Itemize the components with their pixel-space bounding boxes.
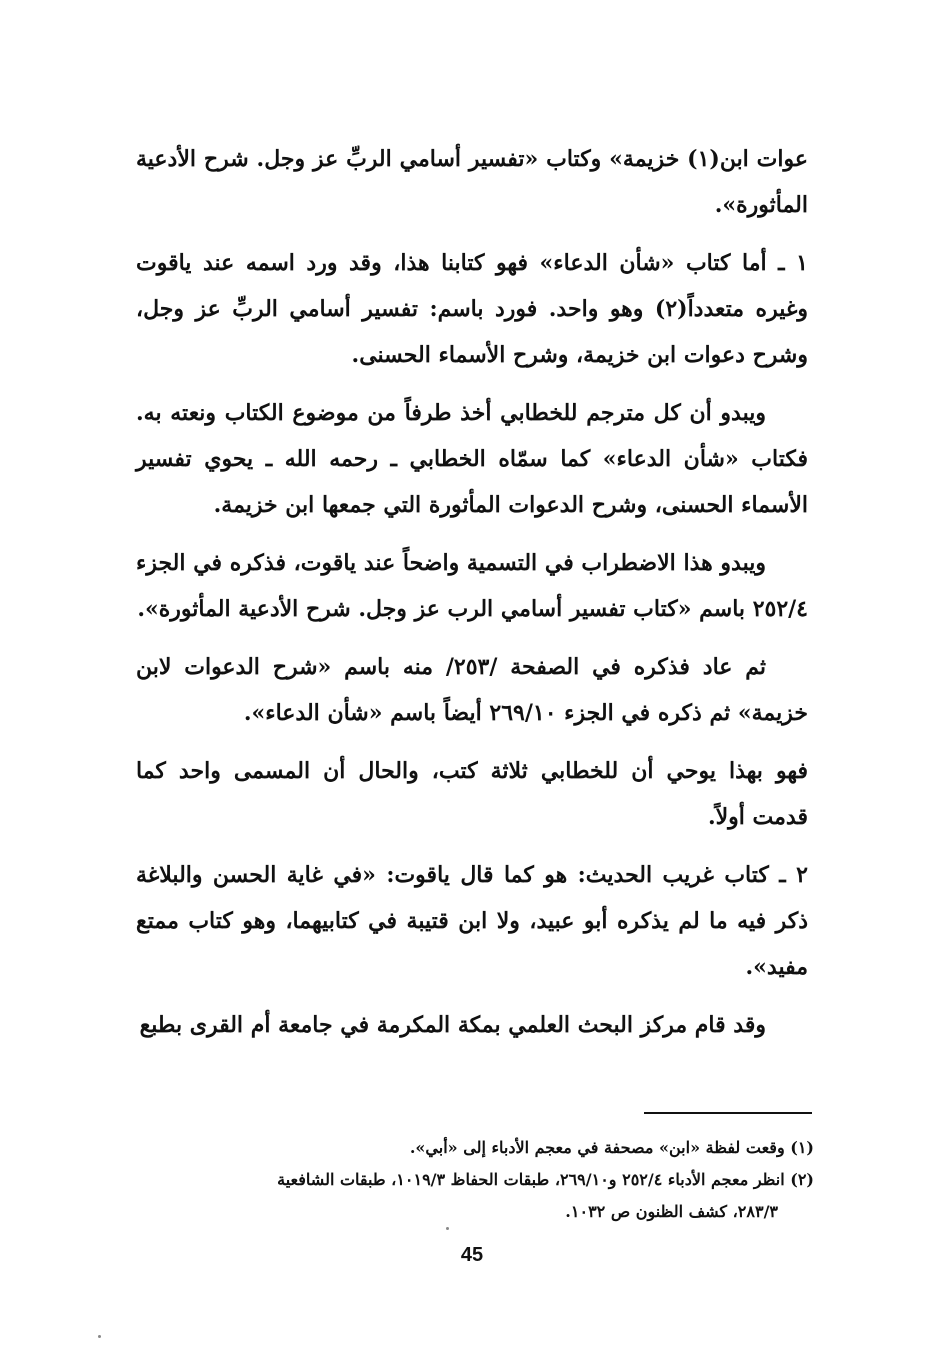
- footnote-2: (٢) انظر معجم الأدباء ٢٥٢/٤ و٢٦٩/١٠، طبقات الحفاظ ١٠١٩/٣، طبقات الشافعية: [277, 1170, 814, 1189]
- paragraph-continuation: عوات ابن(١) خزيمة» وكتاب «تفسير أسامي الربِّ عز وجل. شرح الأدعية المأثورة».: [136, 146, 808, 218]
- paragraph: ثم عاد فذكره في الصفحة /٢٥٣/ منه باسم «شرح الدعوات لابن خزيمة» ثم ذكره في الجزء ٢٦٩/١٠ أيضاً باسم «شأن الدعاء».: [136, 654, 808, 726]
- paragraph: ويبدو هذا الاضطراب في التسمية واضحاً عند ياقوت، فذكره في الجزء ٢٥٢/٤ باسم «كتاب تفسير أسامي الرب عز وجل. شرح الأدعية المأثورة».: [136, 550, 808, 622]
- scan-speck: [98, 1335, 101, 1338]
- paragraph-item-2: ٢ ـ كتاب غريب الحديث: هو كما قال ياقوت: «في غاية الحسن والبلاغة ذكر فيه ما لم يذكره أبو عبيد، ولا ابن قتيبة في كتابيهما، وهو كتاب ممتع مفيد».: [136, 862, 808, 980]
- scan-speck: [446, 1227, 449, 1230]
- footnote-separator: [644, 1112, 812, 1114]
- footnote-2-continuation: ٢٨٣/٣، كشف الظنون ص ١٠٣٢.: [565, 1202, 778, 1221]
- page-number: 45: [460, 1244, 484, 1266]
- footnotes: [136, 1132, 814, 1228]
- body-text: [136, 136, 808, 1060]
- paragraph: فهو بهذا يوحي أن للخطابي ثلاثة كتب، والحال أن المسمى واحد كما قدمت أولاً.: [136, 758, 808, 830]
- paragraph: وقد قام مركز البحث العلمي بمكة المكرمة في جامعة أم القرى بطبع: [139, 1012, 766, 1038]
- paragraph: ويبدو أن كل مترجم للخطابي أخذ طرفاً من موضوع الكتاب ونعته به. فكتاب «شأن الدعاء» كما سمّاه الخطابي ـ رحمه الله ـ يحوي تفسير الأسماء الحسنى، وشرح الدعوات المأثورة التي جمعها ابن خزيمة.: [136, 400, 808, 518]
- paragraph-item-1: ١ ـ أما كتاب «شأن الدعاء» فهو كتابنا هذا، وقد ورد اسمه عند ياقوت وغيره متعدداً(٢) وهو واحد. فورد باسم: تفسير أسامي الربِّ عز وجل، وشرح دعوات ابن خزيمة، وشرح الأسماء الحسنى.: [136, 250, 808, 368]
- footnote-1: (١) وقعت لفظة «ابن» مصحفة في معجم الأدباء إلى «أبي».: [409, 1138, 814, 1157]
